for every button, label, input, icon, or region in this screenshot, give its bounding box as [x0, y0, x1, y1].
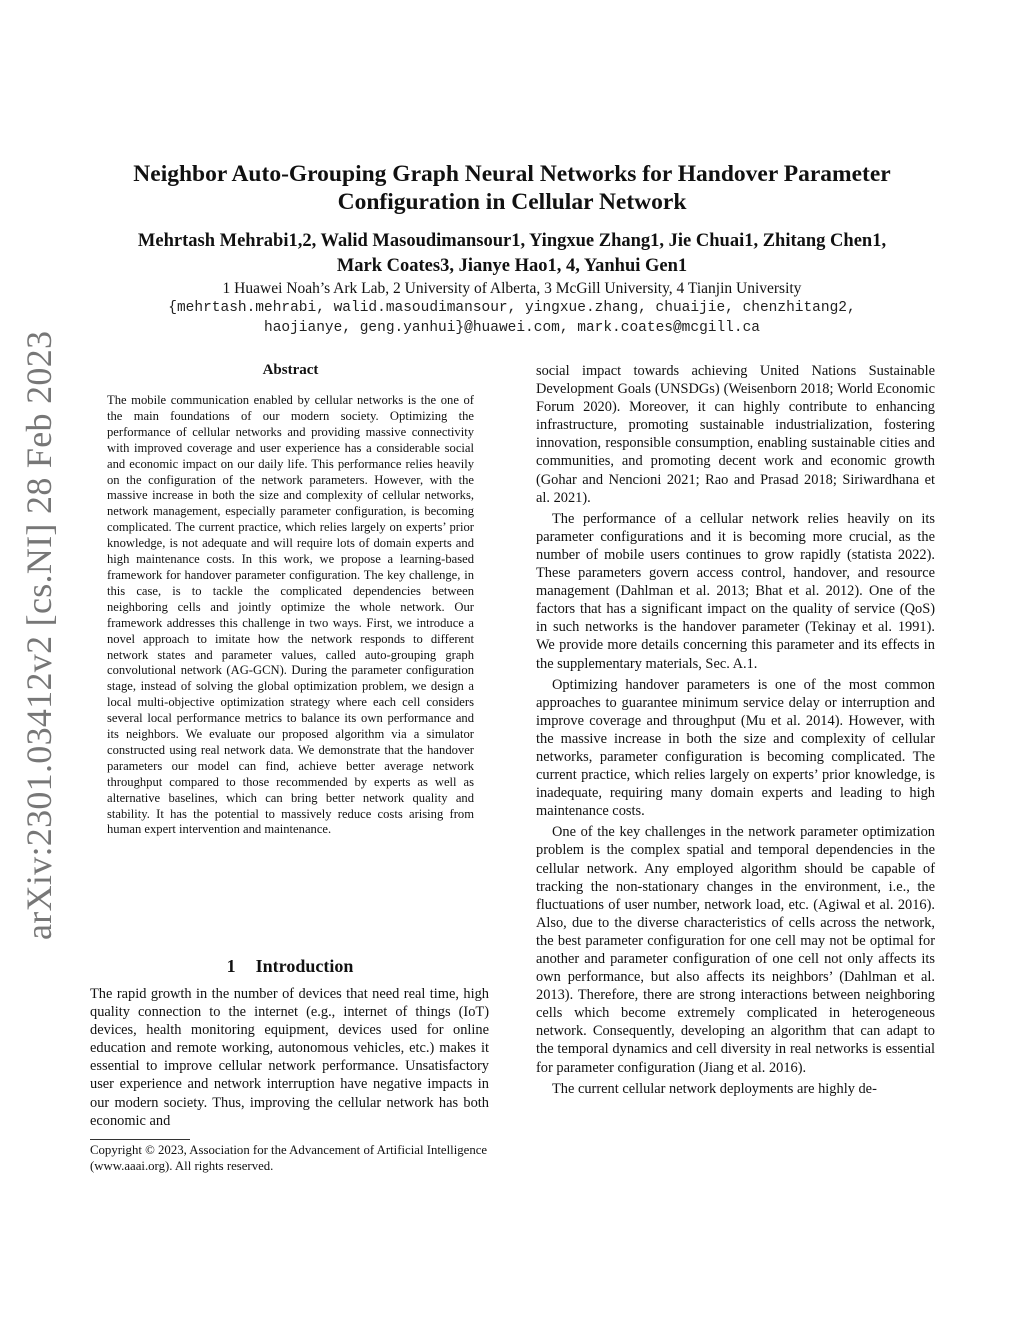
- paragraph-2: The performance of a cellular network relies heavily on its parameter configurations and it is becoming more crucial, as the number of mobile users continues to grow rapidly (statista 2022). These parameters govern access control, handover, and resource management (Dahlman et al. 2013; Bhat et al. 2012). One of the factors that has a significant impact on the quality of service (QoS) in such networks is the handover parameter (Tekinay et al. 1991). We provide more details concerning this parameter and its effects in the supplementary materials, Sec. A.1.: [536, 510, 935, 672]
- author-list: [80, 229, 944, 279]
- footnote-rule: [90, 1139, 190, 1140]
- paper-title-line-1: Neighbor Auto-Grouping Graph Neural Networks for Handover Parameter: [133, 161, 891, 187]
- introduction-text: The rapid growth in the number of devices that need real time, high quality connection to the internet (e.g., internet of things (IoT) devices, health monitoring equipment, devices used for online education and remote working, autonomous vehicles, etc.) makes it essential to improve cellular network performance. Unsatisfactory user experience and network interruption have negative impacts in our modern society. Thus, improving the cellular network has both economic and: [90, 986, 489, 1129]
- abstract-text: The mobile communication enabled by cellular networks is the one of the main foundations of our modern society. Optimizing the performance of cellular networks and providing massive connectivity with improved coverage and user experience has a considerable social and economic impact on our daily life. This performance relies heavily on the configuration of the network parameters. However, with the massive increase in both the size and complexity of cellular networks, network management, especially parameter configuration, is becoming complicated. The current practice, which relies largely on experts’ prior knowledge, is not adequate and will require lots of domain experts and high maintenance costs. In this work, we propose a learning-based framework for handover parameter configuration. The key challenge, in this case, is to tackle the complicated dependencies between neighboring cells and jointly optimize the whole network. Our framework addresses this challenge in two ways. First, we introduce a novel approach to imitate how the network responds to different network states and parameter values, called auto-grouping graph convolutional network (AG-GCN). During the parameter configuration stage, instead of solving the global optimization problem, we design a local multi-objective optimization strategy where each cell considers several local performance metrics to balance its own performance and its neighbors. We evaluate our proposed algorithm via a simulator constructed using real network data. We demonstrate that the handover parameters our model can find, achieve better average network throughput compared to those recommended by experts as well as alternative baselines, which can bring better network quality and stability. It has the potential to massively reduce costs arising from human expert intervention and maintenance.: [107, 393, 474, 837]
- paragraph-1: social impact towards achieving United Nations Sustainable Development Goals (UNSDGs) (Weisenborn 2018; World Economic Forum 2020). Moreover, it can highly contribute to enhancing infrastructure, promoting sustainable industrialization, fostering innovation, responsible consumption, enabling sustainable cities and communities, and promoting decent work and economic growth (Gohar and Nencioni 2021; Rao and Prasad 2018; Siriwardhana et al. 2021).: [536, 363, 935, 506]
- section-number: 1: [226, 956, 236, 976]
- section-title: Introduction: [255, 956, 354, 976]
- paper-title: [80, 160, 944, 216]
- abstract-heading: Abstract: [262, 362, 319, 378]
- arxiv-watermark: arXiv:2301.03412v2 [cs.NI] 28 Feb 2023: [19, 330, 59, 940]
- author-emails-line-1: {mehrtash.mehrabi, walid.masoudimansour, yingxue.zhang, chuaijie, chenzhitang2,: [168, 300, 856, 316]
- paragraph-4: One of the key challenges in the network parameter optimization problem is the complex spatial and temporal dependencies in the cellular network. Any employed algorithm should be capable of tracking the non-stationary changes in the environment, i.e., the fluctuations of user number, network load, etc. (Agiwal et al. 2016). Also, due to the diverse characteristics of cells across the network, the best parameter configuration for one cell may not be optimal for another and parameter configuration of one cell not only affects its own performance, but also affects its neighbors’ (Dahlman et al. 2013). Therefore, there are strong interactions between neighboring cells which become extremely complicated in heterogeneous network. Consequently, developing an algorithm that can adapt to the temporal dynamics and cell diversity in real networks is essential for parameter configuration (Jiang et al. 2016).: [536, 824, 935, 1076]
- paragraph-5: The current cellular network deployments are highly de-: [552, 1080, 877, 1097]
- author-list-line-2: Mark Coates3, Jianye Hao1, 4, Yanhui Gen1: [336, 256, 688, 276]
- affiliations: 1 Huawei Noah’s Ark Lab, 2 University of Alberta, 3 McGill University, 4 Tianjin University: [222, 280, 802, 297]
- right-column: [536, 362, 935, 1101]
- copyright-footnote: Copyright © 2023, Association for the Advancement of Artificial Intelligence (www.aaai.org). All rights reserved.: [90, 1143, 488, 1173]
- paper-title-line-2: Configuration in Cellular Network: [337, 189, 687, 215]
- introduction-heading: [90, 956, 490, 977]
- author-emails-line-2: haojianye, geng.yanhui}@huawei.com, mark.coates@mcgill.ca: [264, 320, 760, 336]
- left-column: [107, 362, 474, 838]
- paragraph-3: Optimizing handover parameters is one of the most common approaches to guarantee minimum service delay or interruption and improve coverage and throughput (Mu et al. 2014). However, with the massive increase in both the size and complexity of cellular networks, parameter configuration is becoming complicated. The current practice, which relies largely on experts’ prior knowledge, is inadequate, requiring many domain experts and leading to high maintenance costs.: [536, 676, 935, 820]
- author-emails: [80, 298, 944, 338]
- author-list-line-1: Mehrtash Mehrabi1,2, Walid Masoudimansour1, Yingxue Zhang1, Jie Chuai1, Zhitang Chen1,: [137, 231, 887, 251]
